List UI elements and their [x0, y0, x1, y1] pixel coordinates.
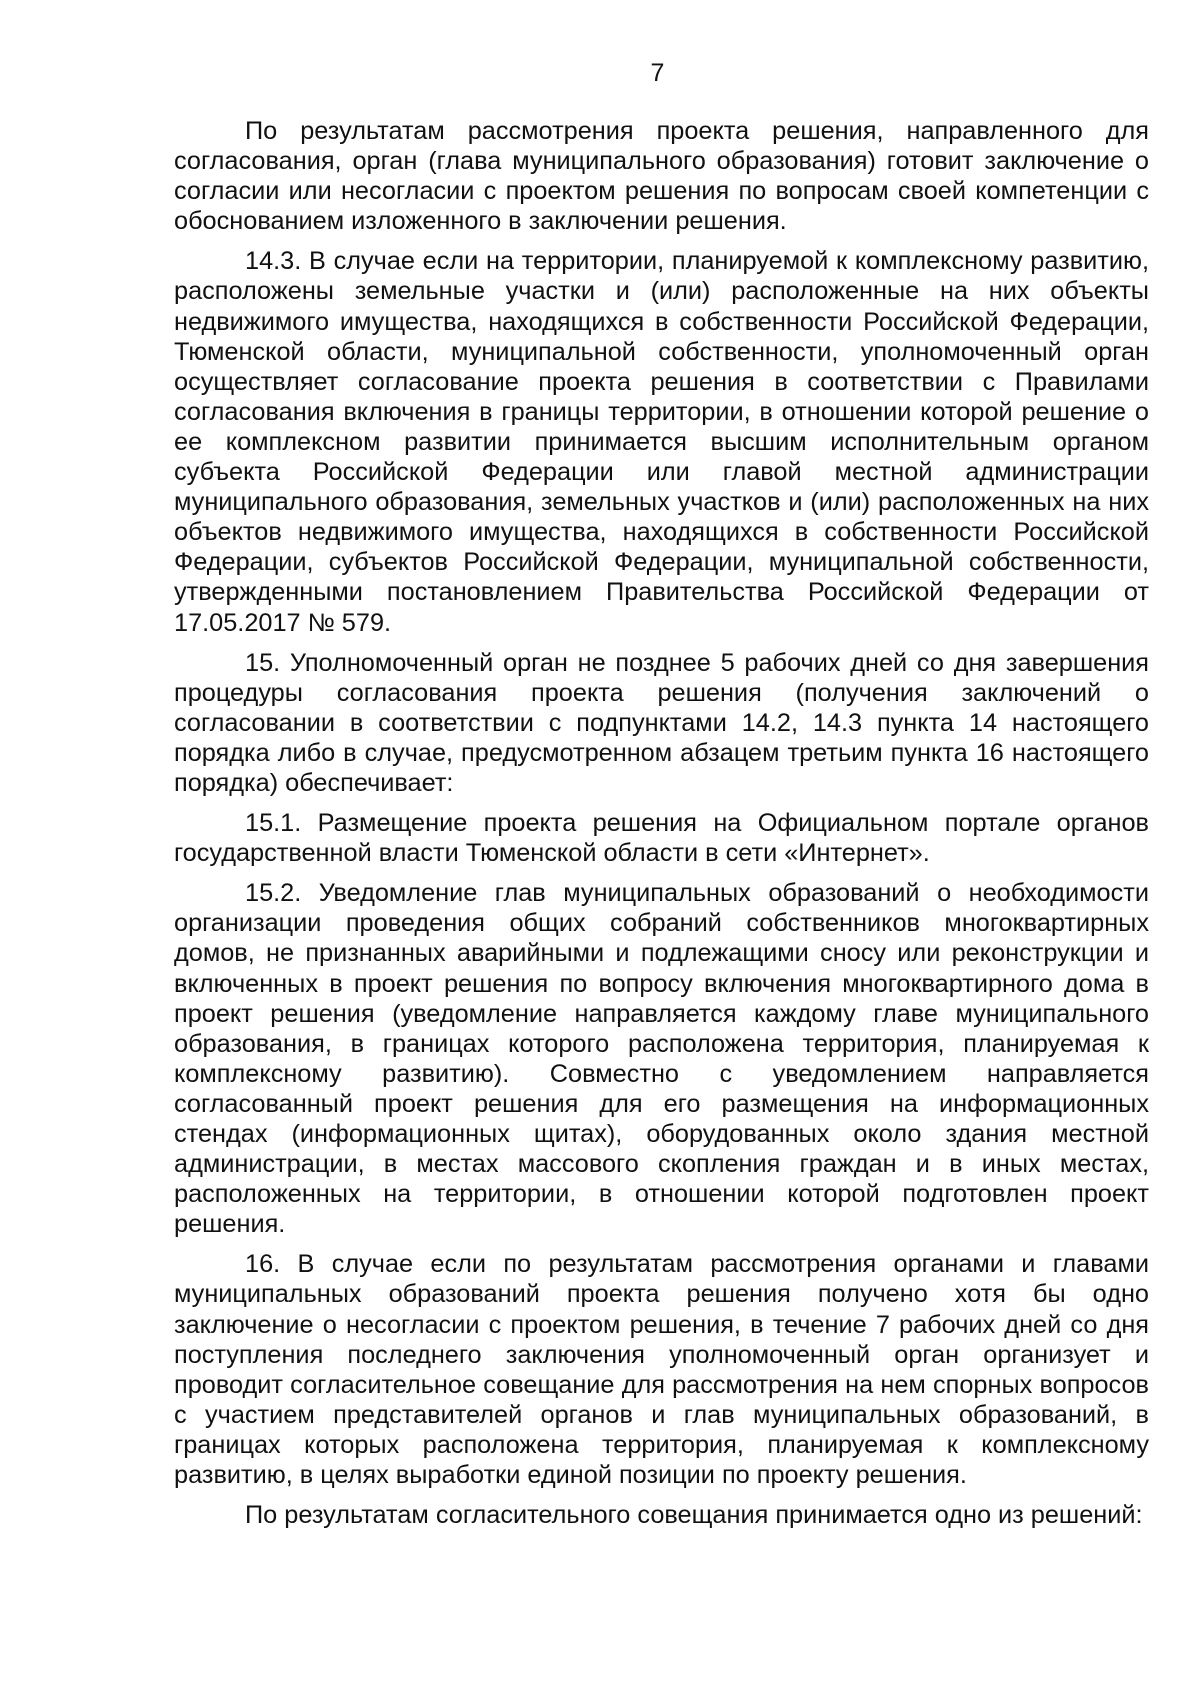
paragraph-15-2: 15.2. Уведомление глав муниципальных образований о необходимости организации проведения общих собраний собственников многоквартирных домов, не признанных аварийными и подлежащими сносу или реконструкции и включенных в проект решения по вопросу включения многоквартирного дома в проект решения (уведомление направляется каждому главе муниципального образования, в границах которого расположена территория, планируемая к комплексному развитию). Совместно с уведомлением направляется согласованный проект решения для его размещения на информационных стендах (информационных щитах), оборудованных около здания местной администрации, в местах массового скопления граждан и в иных местах, расположенных на территории, в отношении которой подготовлен проект решения.	[174, 879, 1149, 1239]
paragraph-15: 15. Уполномоченный орган не позднее 5 рабочих дней со дня завершения процедуры согласования проекта решения (получения заключений о согласовании в соответствии с подпунктами 14.2, 14.3 пункта 14 настоящего порядка либо в случае, предусмотренном абзацем третьим пункта 16 настоящего порядка) обеспечивает:	[174, 648, 1149, 797]
page-number: 7	[650, 59, 665, 87]
paragraph-16: 16. В случае если по результатам рассмотрения органами и главами муниципальных образований проекта решения получено хотя бы одно заключение о несогласии с проектом решения, в течение 7 рабочих дней со дня поступления последнего заключения уполномоченный орган организует и проводит согласительное совещание для рассмотрения на нем спорных вопросов с участием представителей органов и глав муниципальных образований, в границах которых расположена территория, планируемая к комплексному развитию, в целях выработки единой позиции по проекту решения.	[174, 1250, 1149, 1490]
paragraph-meeting-results: По результатам согласительного совещания принимается одно из решений:	[245, 1501, 1143, 1530]
paragraph-15-1: 15.1. Размещение проекта решения на Официальном портале органов государственной власти Тюменской области в сети «Интернет».	[174, 809, 1149, 868]
paragraph-conclusion-procedure: По результатам рассмотрения проекта решения, направленного для согласования, орган (глава муниципального образования) готовит заключение о согласии или несогласии с проектом решения по вопросам своей компетенции с обоснованием изложенного в заключении решения.	[174, 117, 1149, 236]
document-body	[174, 116, 1149, 1540]
paragraph-14-3: 14.3. В случае если на территории, планируемой к комплексному развитию, расположены земельные участки и (или) расположенные на них объекты недвижимого имущества, находящихся в собственности Российской Федерации, Тюменской области, муниципальной собственности, уполномоченный орган осуществляет согласование проекта решения в соответствии с Правилами согласования включения в границы территории, в отношении которой решение о ее комплексном развитии принимается высшим исполнительным органом субъекта Российской Федерации или главой местной администрации муниципального образования, земельных участков и (или) расположенных на них объектов недвижимого имущества, находящихся в собственности Российской Федерации, субъектов Российской Федерации, муниципальной собственности, утвержденными постановлением Правительства Российской Федерации от 17.05.2017 № 579.	[174, 247, 1149, 637]
